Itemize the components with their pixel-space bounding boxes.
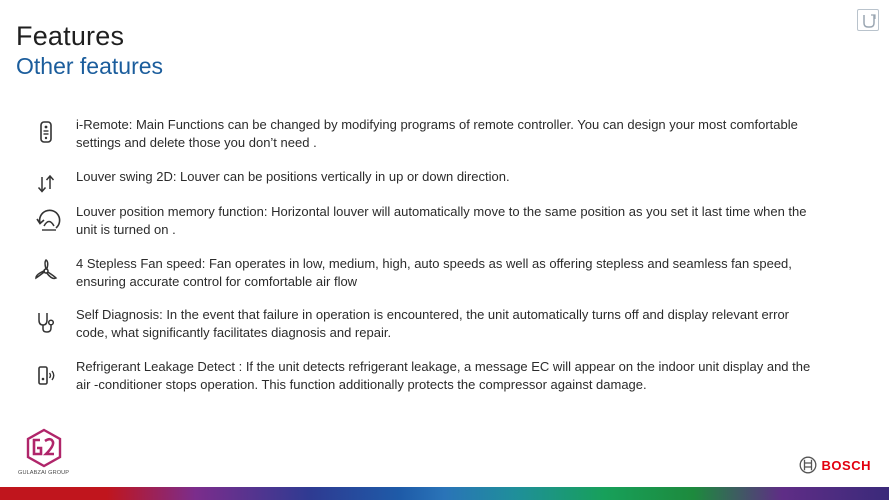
feature-text: Louver swing 2D: Louver can be positions vertically in up or down direction. bbox=[76, 169, 510, 184]
feature-text: Self Diagnosis: In the event that failure in operation is encountered, the unit automatically turns off and display relevant error code, what significantly facilitates diagnosis and repair. bbox=[76, 307, 790, 340]
memory-rotate-icon bbox=[34, 205, 64, 235]
leak-detect-icon bbox=[34, 364, 58, 388]
feature-item-refrigerant-leak bbox=[34, 358, 814, 392]
remote-icon bbox=[34, 120, 58, 144]
corner-badge-icon bbox=[857, 9, 879, 31]
left-brand-name: GULABZAI GROUP bbox=[18, 470, 70, 476]
feature-item-louver-swing bbox=[34, 168, 814, 196]
feature-item-louver-memory bbox=[34, 203, 814, 235]
page-subtitle: Other features bbox=[16, 53, 164, 79]
swing-arrows-icon bbox=[34, 172, 58, 196]
stethoscope-icon bbox=[34, 310, 58, 334]
bosch-armature-icon bbox=[799, 456, 817, 474]
bottom-color-bar bbox=[0, 487, 889, 500]
page-title: Features bbox=[16, 21, 125, 51]
gulabzai-group-logo bbox=[18, 428, 74, 480]
feature-item-i-remote bbox=[34, 116, 814, 150]
feature-text: Refrigerant Leakage Detect : If the unit detects refrigerant leakage, a message EC will appear on the indoor unit display and the air -conditioner stops operation. This function additionally protects the compressor against damage. bbox=[76, 359, 811, 392]
bosch-logo bbox=[799, 456, 871, 474]
feature-item-stepless-fan bbox=[34, 255, 814, 289]
feature-text: i-Remote: Main Functions can be changed by modifying programs of remote controller. You can design your most comfortable settings and delete those you don’t need . bbox=[76, 117, 798, 150]
feature-text: 4 Stepless Fan speed: Fan operates in low, medium, high, auto speeds as well as offering stepless and seamless fan speed, ensuring accurate control for comfortable air flow bbox=[76, 256, 792, 289]
feature-item-self-diagnosis bbox=[34, 306, 814, 340]
fan-icon bbox=[34, 258, 58, 282]
right-brand-name: BOSCH bbox=[821, 457, 871, 473]
feature-text: Louver position memory function: Horizontal louver will automatically move to the same position as you set it last time when the unit is turned on . bbox=[76, 204, 807, 237]
